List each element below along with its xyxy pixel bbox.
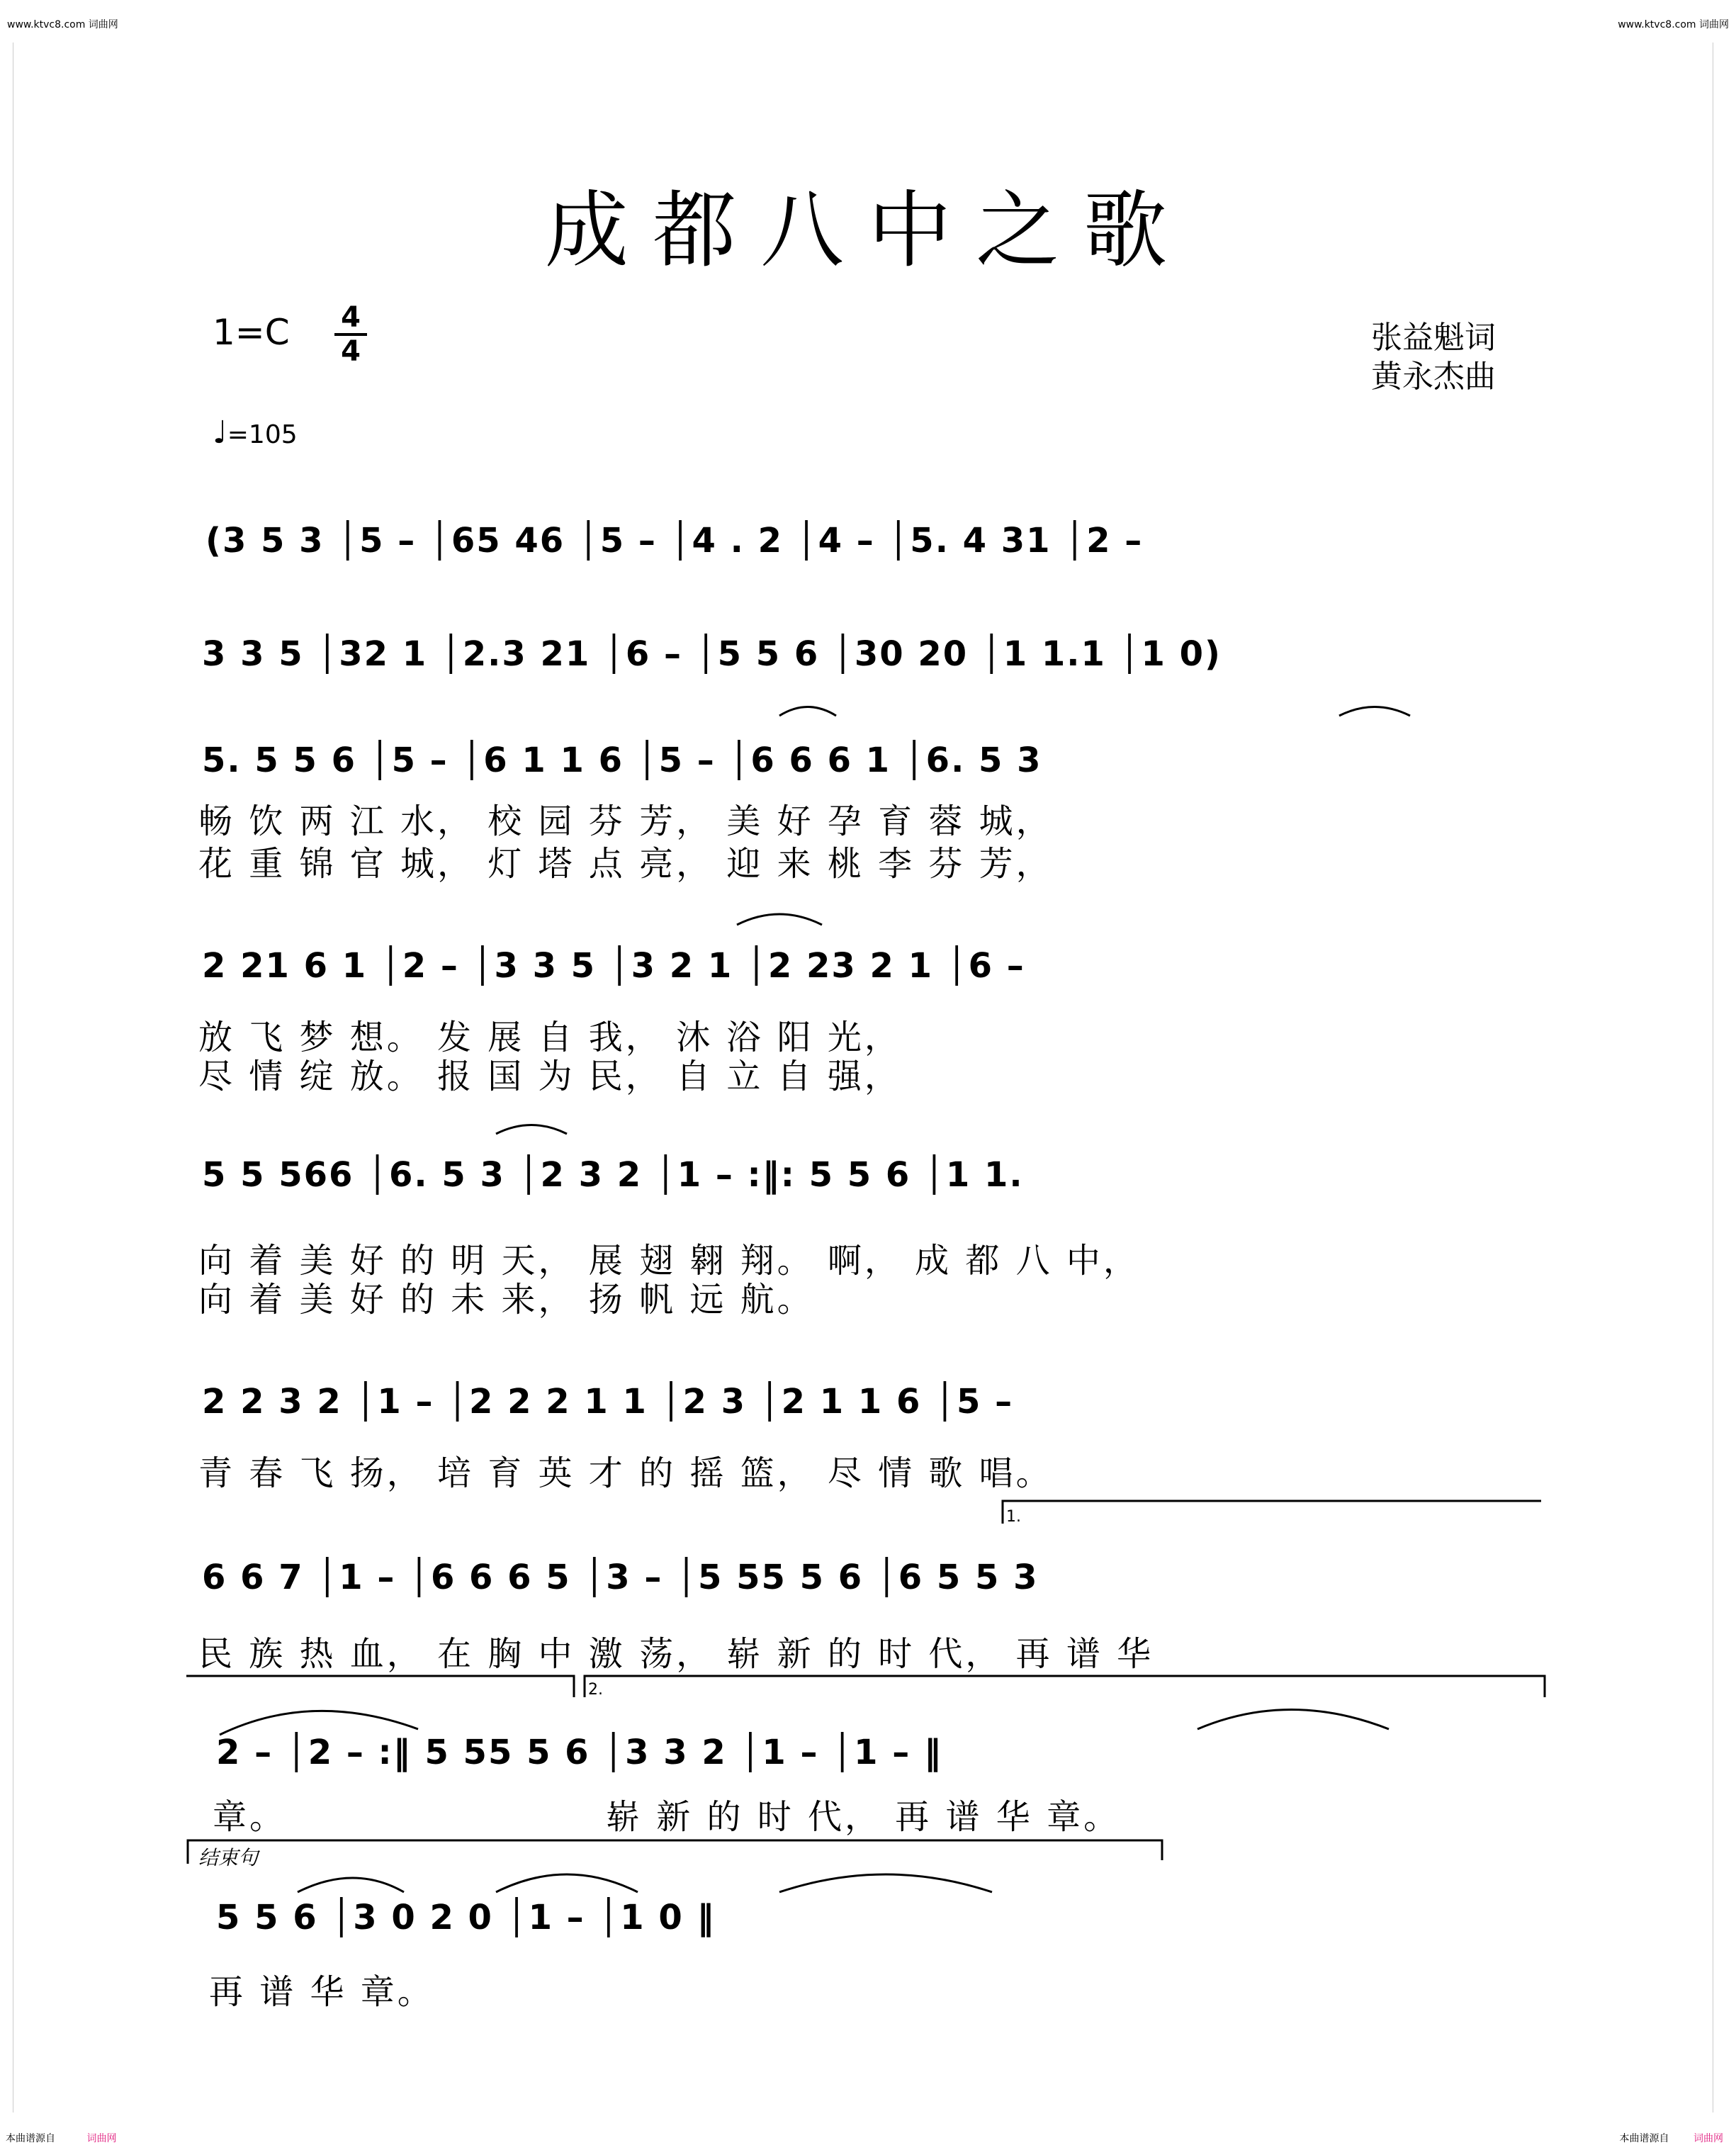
volta-2-label: 2. — [588, 1681, 603, 1699]
lyric-row-6: 青 春 飞 扬， 培 育 英 才 的 摇 篮， 尽 情 歌 唱。 — [198, 1453, 1053, 1493]
volta-1-end-bracket — [186, 1676, 574, 1697]
lyric-row-4-verse-1: 放 飞 梦 想。 发 展 自 我， 沐 浴 阳 光， — [198, 1018, 901, 1057]
coda-bracket — [188, 1840, 1162, 1864]
lyric-row-9: 再 谱 华 章。 — [209, 1972, 434, 2012]
notation-row-7: 6 6 7 │1 – │6 6 6 5 │3 – │5 55 5 6 │6 5 5 3 — [202, 1558, 1039, 1597]
quarter-note-icon: ♩ — [213, 415, 227, 451]
volta-1-bracket — [1003, 1501, 1541, 1524]
lyric-row-3-verse-2: 花 重 锦 官 城， 灯 塔 点 亮， 迎 来 桃 李 芬 芳， — [198, 844, 1053, 884]
notation-row-1: (3 5 3 │5 – │65 46 │5 – │4 . 2 │4 – │5. 4 31 │2 – — [205, 521, 1144, 561]
header-watermark-left: www.ktvc8.com 词曲网 — [7, 19, 118, 30]
footer-left-text: 本曲谱源自 — [6, 2133, 55, 2144]
footer-right-site[interactable]: 词曲网 — [1693, 2133, 1723, 2144]
slur-7 — [298, 1878, 404, 1892]
lyricist-credit: 张益魁词 — [1371, 320, 1496, 356]
slur-4 — [496, 1125, 567, 1135]
notation-row-9: 5 5 6 │3 0 2 0 │1 – │1 0 ‖ — [216, 1898, 716, 1937]
footer-left-site[interactable]: 词曲网 — [86, 2133, 117, 2144]
notation-row-6: 2 2 3 2 │1 – │2 2 2 1 1 │2 3 │2 1 1 6 │5 – — [202, 1382, 1014, 1422]
slur-5 — [220, 1711, 418, 1735]
notation-row-3: 5. 5 5 6 │5 – │6 1 1 6 │5 – │6 6 6 1 │6. 5 3 — [202, 741, 1042, 780]
notation-row-5: 5 5 566 │6. 5 3 │2 3 2 │1 – :‖: 5 5 6 │1 1. — [202, 1155, 1024, 1195]
lyric-row-3-verse-1: 畅 饮 两 江 水， 校 园 芬 芳， 美 好 孕 育 蓉 城， — [198, 801, 1053, 841]
header-watermark-right: www.ktvc8.com 词曲网 — [1618, 19, 1729, 30]
slur-1 — [1339, 707, 1410, 716]
volta-1-label: 1. — [1006, 1508, 1021, 1526]
song-title: 成都八中之歌 — [544, 181, 1191, 279]
lyric-row-5-verse-2: 向 着 美 好 的 未 来， 扬 帆 远 航。 — [198, 1280, 814, 1320]
volta-2-bracket — [585, 1676, 1545, 1697]
lyric-row-7: 民 族 热 血， 在 胸 中 激 荡， 崭 新 的 时 代， 再 谱 华 — [198, 1634, 1154, 1674]
notation-row-8: 2 – │2 – :‖ 5 55 5 6 │3 3 2 │1 – │1 – ‖ — [216, 1733, 942, 1772]
notation-row-4: 2 21 6 1 │2 – │3 3 5 │3 2 1 │2 23 2 1 │6 – — [202, 946, 1025, 986]
slur-2 — [779, 707, 836, 716]
coda-label: 结束句 — [198, 1846, 259, 1869]
lyric-row-5-verse-1: 向 着 美 好 的 明 天， 展 翅 翱 翔。 啊， 成 都 八 中， — [198, 1241, 1140, 1281]
tempo-value: =105 — [227, 420, 298, 449]
footer-left — [6, 2131, 116, 2145]
slur-9 — [779, 1874, 992, 1892]
time-signature-top: 4 — [341, 301, 361, 334]
slur-3 — [737, 914, 822, 925]
lyric-row-8-ending: 章。 — [213, 1797, 287, 1837]
slur-6 — [1197, 1710, 1389, 1730]
lyric-row-8-volta-2: 崭 新 的 时 代， 再 谱 华 章。 — [606, 1797, 1121, 1837]
slur-8 — [496, 1874, 638, 1892]
composer-credit: 黄永杰曲 — [1371, 359, 1496, 395]
footer-right-text: 本曲谱源自 — [1619, 2133, 1669, 2144]
notation-row-2: 3 3 5 │32 1 │2.3 21 │6 – │5 5 6 │30 20 │1 1.1 │1 0) — [202, 634, 1222, 674]
time-signature-bottom: 4 — [341, 335, 361, 368]
footer-right — [1620, 2131, 1723, 2145]
key-signature: 1=C — [213, 312, 290, 353]
lyric-row-4-verse-2: 尽 情 绽 放。 报 国 为 民， 自 立 自 强， — [198, 1057, 901, 1096]
